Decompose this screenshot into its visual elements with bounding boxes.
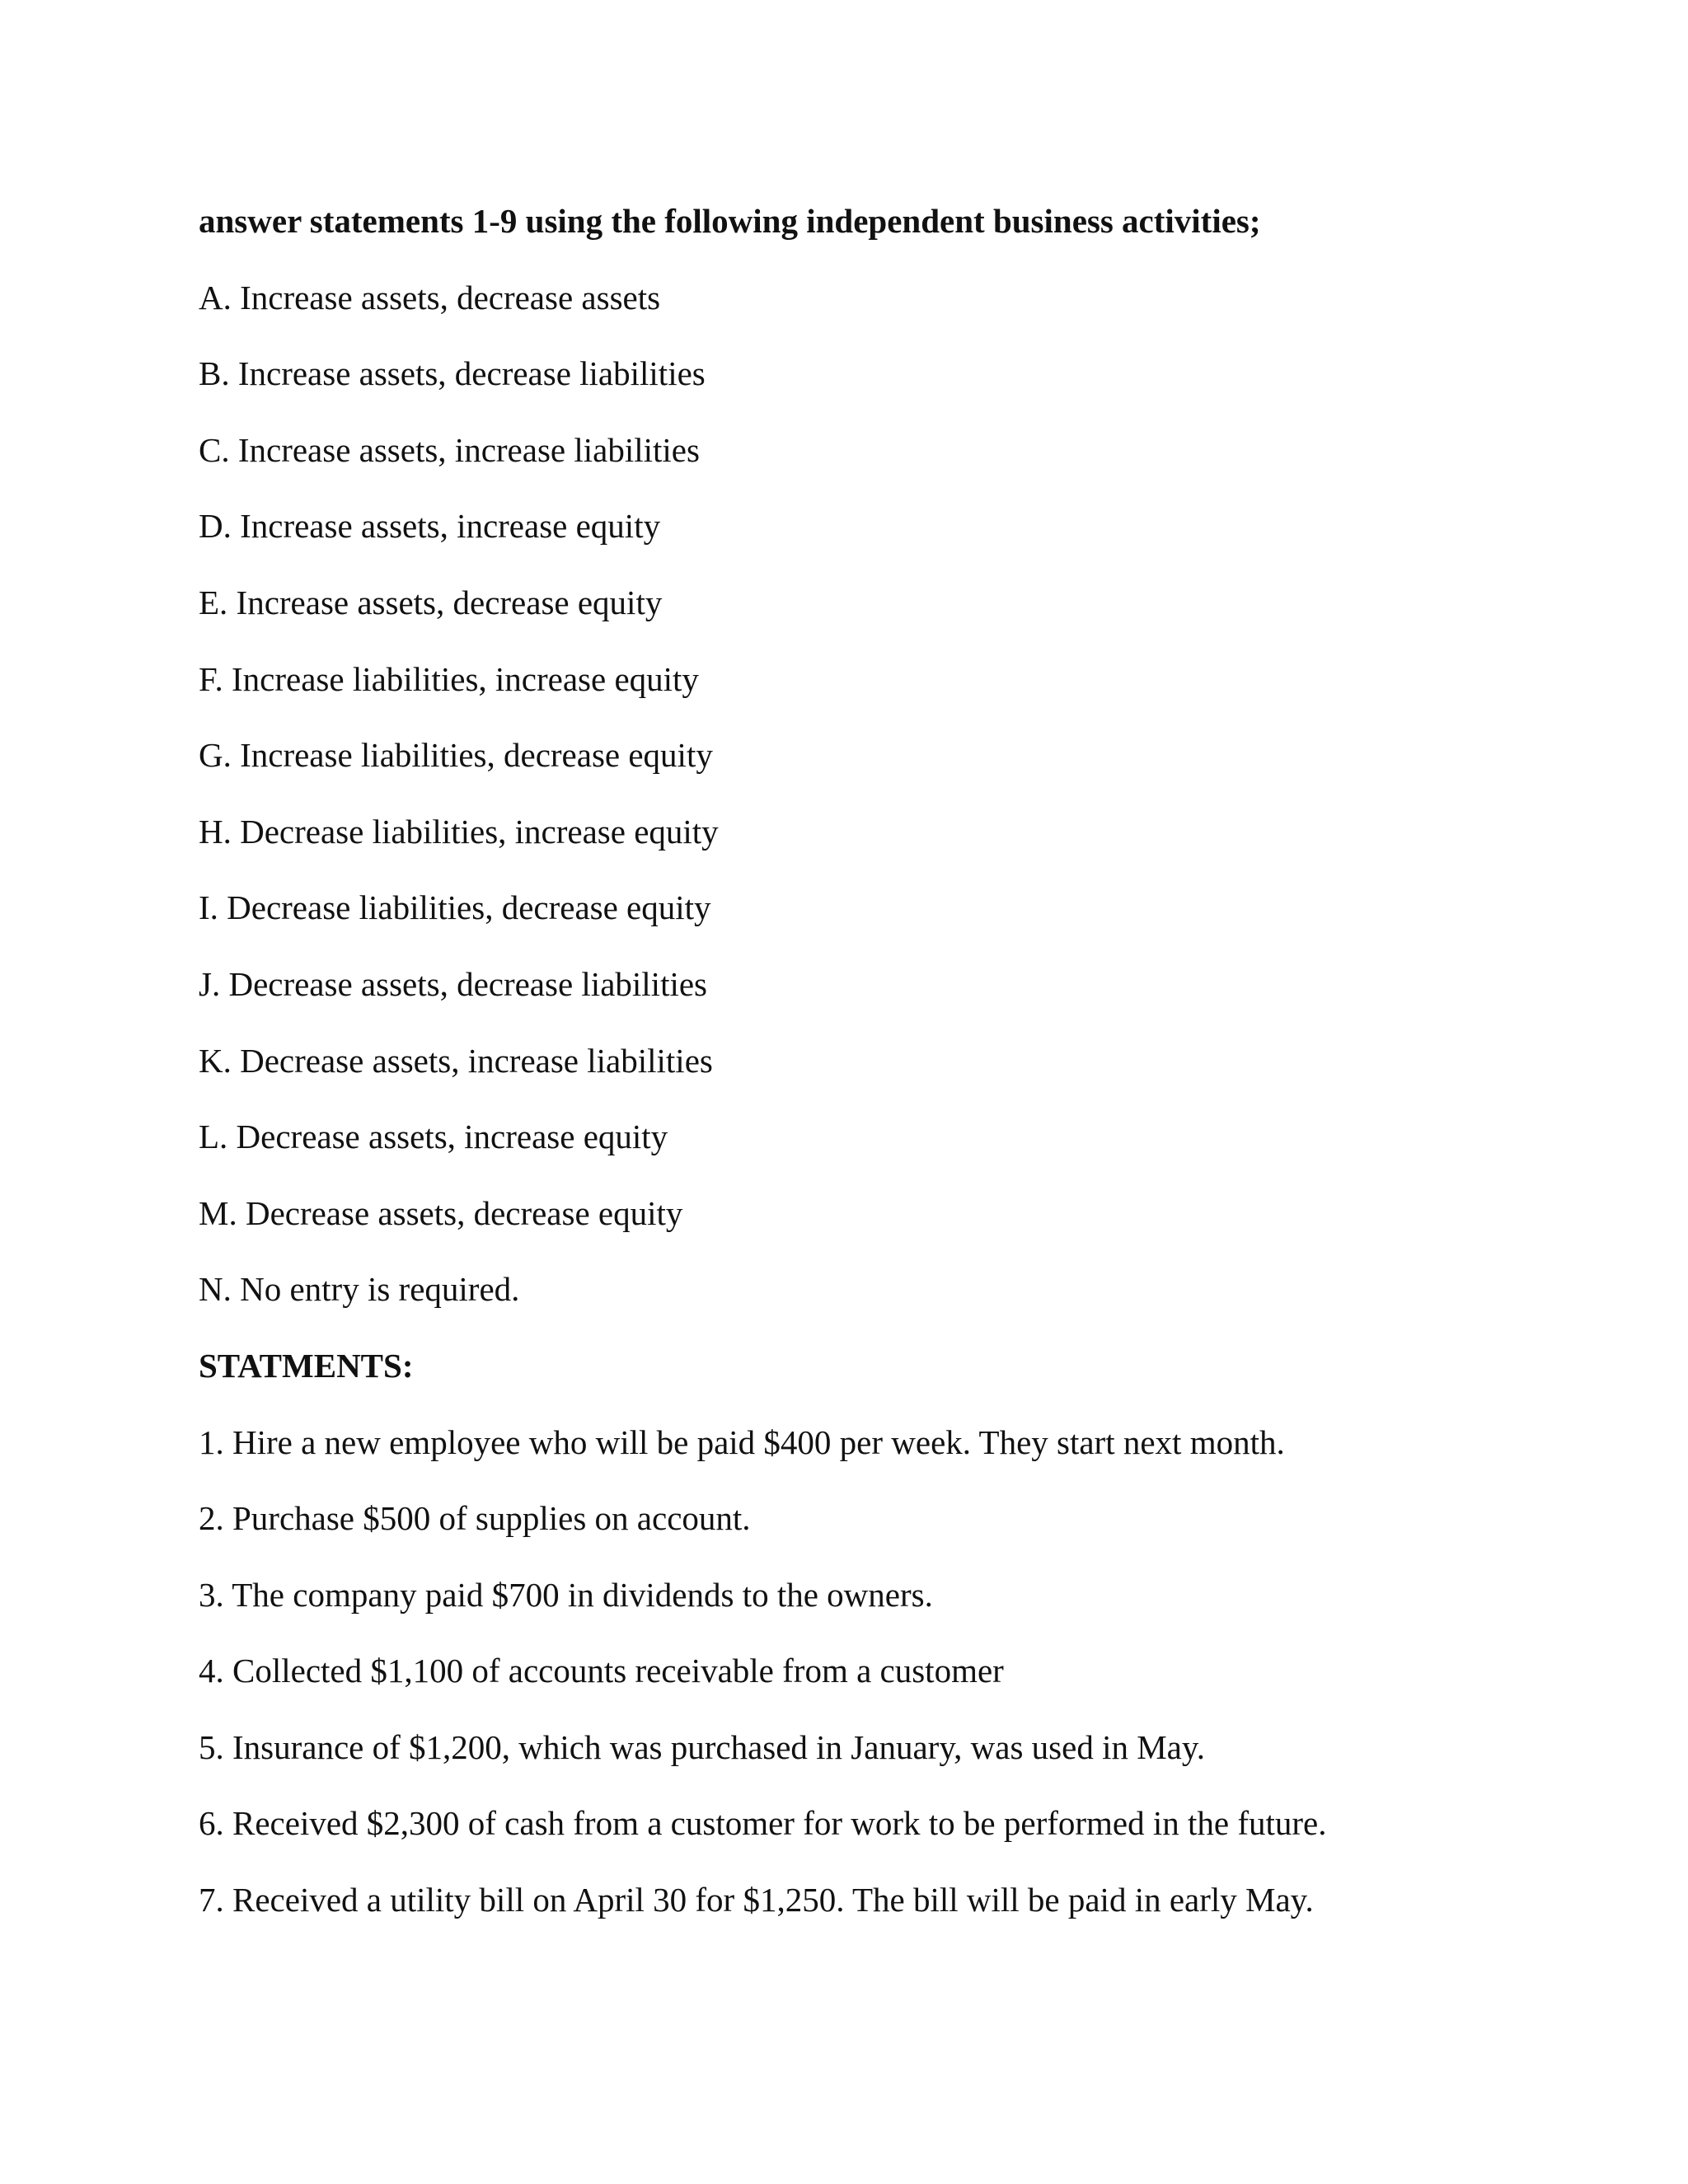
statements-heading: STATMENTS: <box>199 1346 414 1385</box>
statement-item: 6. Received $2,300 of cash from a customer for work to be performed in the future. <box>199 1804 1327 1843</box>
statement-item: 5. Insurance of $1,200, which was purchased in January, was used in May. <box>199 1727 1205 1766</box>
statement-item: 7. Received a utility bill on April 30 for $1,250. The bill will be paid in early May. <box>199 1881 1314 1919</box>
activity-option: N. No entry is required. <box>199 1270 520 1309</box>
statement-item: 1. Hire a new employee who will be paid $400 per week. They start next month. <box>199 1422 1285 1461</box>
activity-option: B. Increase assets, decrease liabilities <box>199 354 706 393</box>
activity-option: J. Decrease assets, decrease liabilities <box>199 964 708 1003</box>
activity-option: C. Increase assets, increase liabilities <box>199 430 700 469</box>
activity-option: A. Increase assets, decrease assets <box>199 278 661 316</box>
activity-option: K. Decrease assets, increase liabilities <box>199 1041 713 1080</box>
statements-list <box>199 1404 1550 1938</box>
activity-option: I. Decrease liabilities, decrease equity <box>199 888 711 927</box>
statement-item: 2. Purchase $500 of supplies on account. <box>199 1499 751 1538</box>
activity-option: G. Increase liabilities, decrease equity <box>199 736 713 775</box>
activity-option: M. Decrease assets, decrease equity <box>199 1193 683 1232</box>
statement-item: 3. The company paid $700 in dividends to the owners. <box>199 1575 933 1614</box>
activity-option: H. Decrease liabilities, increase equity <box>199 812 719 851</box>
activity-option: F. Increase liabilities, increase equity <box>199 659 699 698</box>
statement-item: 4. Collected $1,100 of accounts receivable from a customer <box>199 1652 1004 1690</box>
activity-options-list <box>199 260 1550 1328</box>
activity-option: E. Increase assets, decrease equity <box>199 583 663 621</box>
activity-option: D. Increase assets, increase equity <box>199 507 661 546</box>
instructions-heading: answer statements 1-9 using the following independent business activities; <box>199 202 1261 240</box>
document-content <box>199 183 1550 1938</box>
activity-option: L. Decrease assets, increase equity <box>199 1118 668 1156</box>
